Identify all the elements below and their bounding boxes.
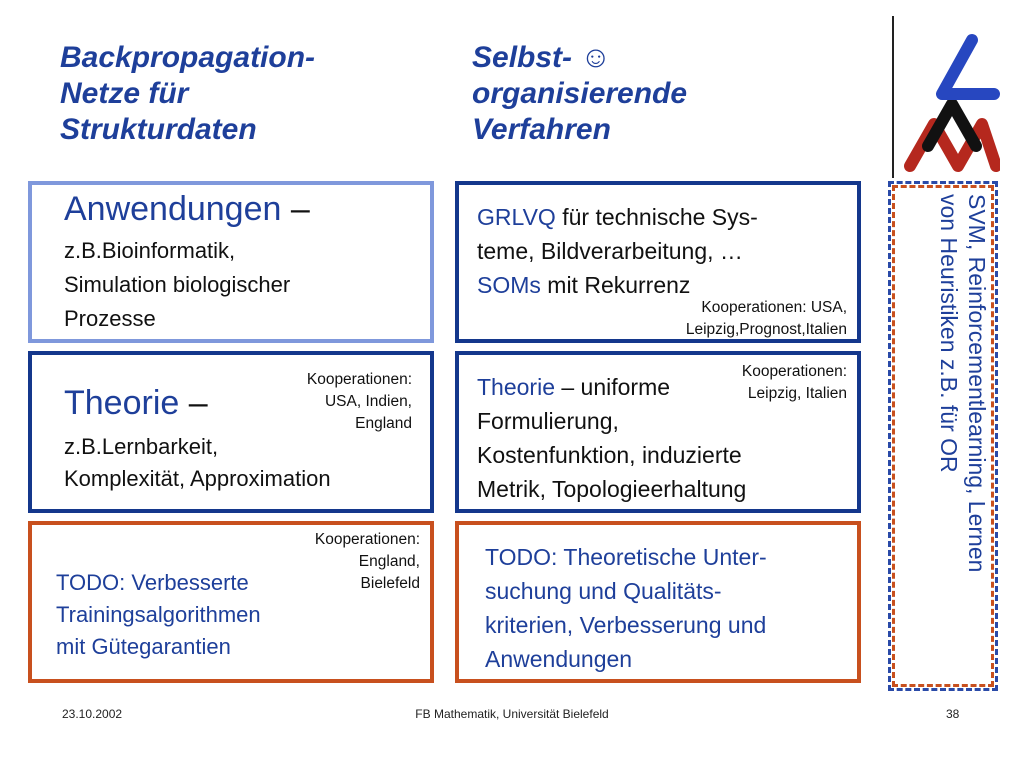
box-theorie-left	[28, 351, 434, 513]
todo-right-line-3: kriterien, Verbesserung und	[485, 612, 767, 638]
university-logo	[900, 28, 1000, 176]
sidebar-box	[888, 181, 998, 691]
anwendungen-line-2: Simulation biologischer	[64, 272, 291, 297]
sidebar-line-1: SVM, Reinforcementlearning, Lernen	[964, 194, 990, 573]
theorie-right-coop-line-1: Kooperationen:	[741, 363, 847, 380]
todo-left-line-2: Trainingsalgorithmen	[56, 602, 261, 627]
grlvq-line-3-rest: mit Rekurrenz	[540, 272, 691, 298]
theorie-right-line-2: Formulierung,	[477, 408, 619, 434]
heading-left-line-3: Strukturdaten	[60, 113, 257, 146]
grlvq-term: GRLVQ	[477, 204, 556, 230]
todo-left-coop-line-3: Bielefeld	[360, 575, 420, 592]
logo-blue-stroke	[942, 40, 994, 94]
todo-left-line-1: TODO: Verbesserte	[56, 570, 249, 595]
theorie-left-cooperations	[307, 369, 412, 435]
box-anwendungen	[28, 181, 434, 343]
theorie-left-line-1: z.B.Lernbarkeit,	[64, 434, 219, 459]
heading-left	[60, 40, 315, 148]
theorie-right-term: Theorie	[477, 374, 555, 400]
heading-left-line-1: Backpropagation-	[60, 41, 316, 74]
theorie-right-cooperations	[742, 361, 847, 405]
box-todo-right	[455, 521, 861, 683]
divider-line	[892, 16, 894, 178]
grlvq-line-1-rest: für technische Sys-	[555, 204, 758, 230]
theorie-left-coop-line-1: Kooperationen:	[306, 371, 412, 388]
theorie-right-line-4: Metrik, Topologieerhaltung	[477, 476, 747, 502]
todo-right-line-4: Anwendungen	[485, 646, 633, 672]
anwendungen-title-row	[64, 189, 310, 229]
todo-left-cooperations	[315, 529, 420, 595]
grlvq-line-2: teme, Bildverarbeitung, …	[477, 238, 743, 264]
theorie-left-coop-line-2: USA, Indien,	[324, 393, 412, 410]
theorie-right-line-1	[477, 371, 670, 404]
grlvq-coop-line-1: Kooperationen: USA,	[701, 299, 847, 316]
todo-left-coop-line-2: England,	[358, 553, 420, 570]
footer-date: 23.10.2002	[62, 707, 123, 721]
logo-black-stroke	[928, 104, 976, 146]
box-todo-left	[28, 521, 434, 683]
box-grlvq	[455, 181, 861, 343]
sidebar-text	[901, 194, 991, 684]
todo-right-line-2: suchung und Qualitäts-	[485, 578, 722, 604]
todo-right-line-1: TODO: Theoretische Unter-	[485, 544, 767, 570]
soms-term: SOMs	[477, 272, 541, 298]
theorie-left-coop-line-3: England	[355, 415, 412, 432]
heading-right	[472, 40, 687, 148]
heading-left-line-2: Netze für	[60, 77, 189, 110]
box-theorie-right	[455, 351, 861, 513]
grlvq-line-3	[477, 269, 690, 302]
anwendungen-line-3: Prozesse	[64, 306, 156, 331]
footer-page-number: 38	[946, 707, 960, 721]
heading-right-line-2: organisierende	[472, 77, 688, 110]
theorie-right-line-3: Kostenfunktion, induzierte	[477, 442, 742, 468]
todo-left-coop-line-1: Kooperationen:	[314, 531, 420, 548]
footer-center: FB Mathematik, Universität Bielefeld	[415, 707, 609, 721]
grlvq-line-1	[477, 201, 758, 234]
theorie-left-dash: –	[179, 384, 208, 422]
grlvq-coop-line-2: Leipzig,Prognost,Italien	[685, 321, 847, 338]
theorie-left-title-row	[64, 383, 208, 423]
todo-left-line-3: mit Gütegarantien	[56, 634, 231, 659]
heading-right-line-3: Verfahren	[472, 113, 611, 146]
theorie-left-title: Theorie	[64, 384, 180, 422]
anwendungen-dash: –	[281, 190, 310, 228]
anwendungen-line-1: z.B.Bioinformatik,	[64, 238, 236, 263]
theorie-left-line-2: Komplexität, Approximation	[64, 466, 331, 491]
heading-right-line-1: Selbst- ☺	[472, 41, 611, 74]
sidebar-line-2: von Heuristiken z.B. für OR	[936, 194, 962, 473]
theorie-right-line-1-rest: – uniforme	[554, 374, 671, 400]
grlvq-cooperations	[686, 297, 847, 341]
theorie-right-coop-line-2: Leipzig, Italien	[747, 385, 847, 402]
anwendungen-title: Anwendungen	[64, 190, 282, 228]
